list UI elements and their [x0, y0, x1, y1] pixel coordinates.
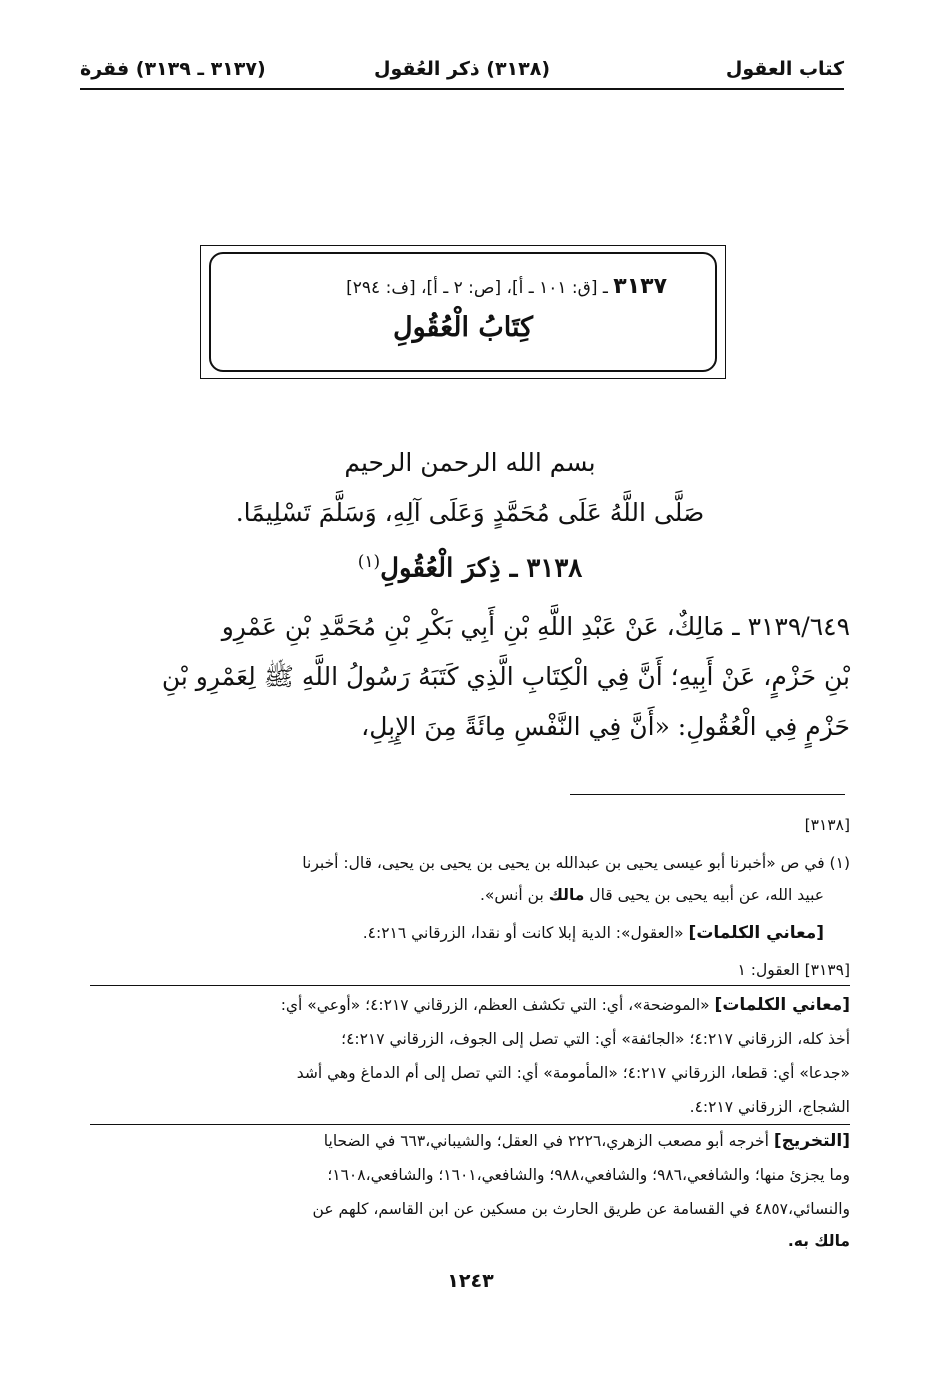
maani-2-line-4: الشجاج، الزرقاني ٤:٢١٧.	[689, 1098, 850, 1116]
takhrij-text-1: أخرجه أبو مصعب الزهري،٢٢٢٦ في العقل؛ والشيباني،٦٦٣ في الضحايا	[323, 1132, 774, 1150]
hadith-line-3: حَزْمٍ فِي الْعُقُولِ: «أَنَّ فِي النَّفْسِ مِائَةً مِنَ الإِبِلِ،	[361, 712, 850, 741]
hadith-line-1: ٣١٣٩/٦٤٩ ـ مَالِكٌ، عَنْ عَبْدِ اللَّهِ بْنِ أَبِي بَكْرِ بْنِ مُحَمَّدِ بْنِ عَمْرِو	[221, 612, 850, 641]
header-section-title: (٣١٣٨) ذكر العُقول	[373, 58, 551, 80]
book-title-frame	[200, 245, 726, 379]
header-paragraph-range: (٣١٣٧ ـ ٣١٣٩) فقرة	[80, 58, 266, 80]
takhrij-line-2: وما يجزئ منها؛ والشافعي،٩٨٦؛ والشافعي،٩٨٨؛ والشافعي،١٦٠١؛ والشافعي،١٦٠٨؛	[327, 1166, 850, 1184]
book-number: ٣١٣٧	[613, 274, 667, 299]
maani-2-line-1	[90, 992, 850, 1019]
manuscript-refs: ـ [ق: ١٠١ ـ أ]، [ص: ٢ ـ أ]، [ف: ٢٩٤]	[346, 278, 608, 298]
maani-2-text-1: «الموضحة»، أي: التي تكشف العظم، الزرقاني ٤:٢١٧؛ «أوعي» أي:	[280, 996, 715, 1014]
footnote-1-line-1: (١) في ص «أخبرنا أبو عيسى يحيى بن عبدالله بن يحيى بن يحيى بن يحيى، قال: أخبرنا	[302, 854, 850, 872]
footnote-ref-3139: [٣١٣٩] العقول: ١	[737, 961, 850, 979]
footnote-separator	[570, 794, 845, 795]
running-header	[80, 54, 844, 90]
hadith-line-2: بْنِ حَزْمٍ، عَنْ أَبِيهِ؛ أَنَّ فِي الْكِتَابِ الَّذِي كَتَبَهُ رَسُولُ اللَّهِ ﷺ لِعَمْرِو بْنِ	[161, 662, 850, 691]
footnote-1-malik: مالك	[548, 886, 585, 904]
page-number: ١٢٤٣	[447, 1270, 494, 1292]
divider	[90, 985, 850, 986]
footnote-1-text-a: عبيد الله، عن أبيه يحيى بن يحيى قال	[584, 886, 824, 904]
maani-2-line-2: أخذ كله، الزرقاني ٤:٢١٧؛ «الجائفة» أي: التي تصل إلى الجوف، الزرقاني ٤:٢١٧؛	[341, 1030, 850, 1048]
book-reference-line	[346, 274, 667, 299]
footnote-marker: (١)	[357, 552, 381, 572]
basmala: بسم الله الرحمن الرحيم	[344, 448, 596, 477]
maani-2-line-3: «جدعا» أي: قطعا، الزرقاني ٤:٢١٧؛ «المأمومة» أي: التي تصل إلى أم الدماغ وهي أشد	[296, 1064, 850, 1082]
book-title-inner-frame	[209, 252, 717, 372]
footnote-ref-3138: [٣١٣٨]	[804, 816, 850, 834]
takhrij-line-1	[90, 1128, 850, 1155]
footnote-1-text-c: بن أنس».	[479, 886, 549, 904]
section-title	[90, 552, 850, 584]
maani-1-label: [معاني الكلمات]	[688, 923, 824, 943]
footnote-1-line-2	[90, 882, 850, 909]
maani-2-label: [معاني الكلمات]	[714, 995, 850, 1015]
book-title: كِتَابُ الْعُقُولِ	[392, 312, 534, 343]
maani-1	[90, 920, 850, 947]
divider	[90, 1124, 850, 1125]
takhrij-line-3: والنسائي،٤٨٥٧ في القسامة عن طريق الحارث بن مسكين عن ابن القاسم، كلهم عن	[312, 1200, 850, 1218]
salawat: صَلَّى اللَّهُ عَلَى مُحَمَّدٍ وَعَلَى آلِهِ، وَسَلَّمَ تَسْلِيمًا.	[235, 498, 705, 527]
takhrij-label: [التخريج]	[773, 1131, 850, 1151]
section-title-text: ٣١٣٨ ـ ذِكرَ الْعُقُولِ	[380, 553, 583, 584]
maani-1-text: «العقول»: الدية إبلا كانت أو نقدا، الزرقاني ٤:٢١٦.	[362, 924, 689, 942]
takhrij-line-4: مالك به.	[787, 1232, 850, 1250]
header-book-title: كتاب العقول	[725, 58, 844, 80]
